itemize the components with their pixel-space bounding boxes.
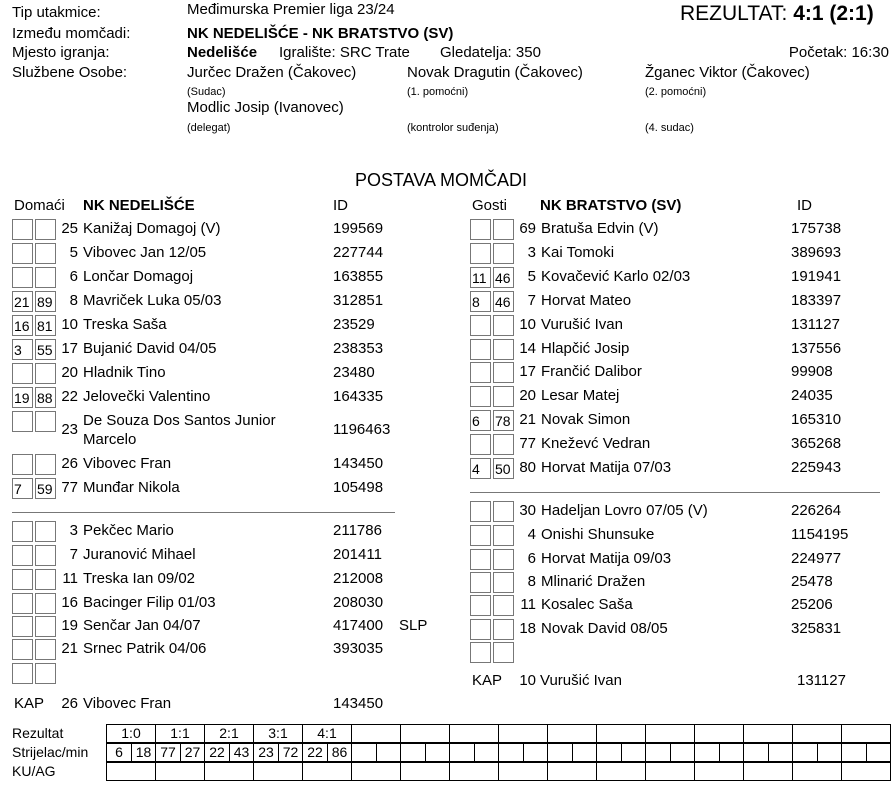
home-kap-number: 26 xyxy=(61,695,78,712)
result-cell: 1:0 xyxy=(106,724,156,743)
player-id: 238353 xyxy=(333,340,384,357)
gledatelja: Gledatelja: 350 xyxy=(440,44,541,61)
player-name: Treska Saša xyxy=(83,316,167,333)
official-role: (1. pomoćni) xyxy=(407,86,469,98)
player-number: 22 xyxy=(61,388,78,405)
player-number: 19 xyxy=(61,617,78,634)
scorer-minute-cell xyxy=(474,743,499,762)
player-name: Vibovec Jan 12/05 xyxy=(83,244,207,261)
player-number: 77 xyxy=(61,479,78,496)
player-id: 99908 xyxy=(791,363,833,380)
scorer-minute-cell xyxy=(572,743,597,762)
player-number: 17 xyxy=(519,363,536,380)
event-box: 88 xyxy=(35,387,56,408)
player-name: Pekčec Mario xyxy=(83,522,174,539)
event-box xyxy=(470,386,491,407)
player-name: Horvat Mateo xyxy=(541,292,632,309)
ku-ag-cell xyxy=(302,762,352,781)
izmedju-value: NK NEDELIŠĆE - NK BRATSTVO (SV) xyxy=(187,25,454,42)
player-id: 225943 xyxy=(791,459,842,476)
ku-ag-cell xyxy=(400,762,450,781)
player-number: 10 xyxy=(61,316,78,333)
event-box: 50 xyxy=(493,458,514,479)
event-box xyxy=(12,545,33,566)
event-box xyxy=(12,243,33,264)
ku-ag-cell xyxy=(253,762,303,781)
player-id: 1154195 xyxy=(791,526,849,543)
event-box xyxy=(470,434,491,455)
player-number: 20 xyxy=(519,387,536,404)
player-number: 10 xyxy=(519,316,536,333)
scorer-minute-cell xyxy=(768,743,793,762)
event-box xyxy=(35,663,56,684)
player-id: 23529 xyxy=(333,316,375,333)
player-id: 226264 xyxy=(791,502,842,519)
player-number: 6 xyxy=(527,550,536,567)
player-number: 5 xyxy=(69,244,78,261)
event-box: 81 xyxy=(35,315,56,336)
event-box xyxy=(12,593,33,614)
player-name: Kosalec Saša xyxy=(541,596,633,613)
player-name: Kneževć Vedran xyxy=(541,435,651,452)
event-box: 19 xyxy=(12,387,33,408)
scorer-number-cell xyxy=(743,743,769,762)
player-id: 417400 xyxy=(333,617,384,634)
player-number: 3 xyxy=(527,244,536,261)
player-number: 21 xyxy=(519,411,536,428)
tip-value: Međimurska Premier liga 23/24 xyxy=(187,1,395,18)
player-name: Bujanić David 04/05 xyxy=(83,340,217,357)
result-cell xyxy=(743,724,793,743)
player-id: 211786 xyxy=(333,522,382,539)
event-box xyxy=(12,363,33,384)
event-box xyxy=(470,219,491,240)
scorer-number-cell: 22 xyxy=(204,743,230,762)
player-id: 389693 xyxy=(791,244,842,261)
player-id: 224977 xyxy=(791,550,842,567)
player-name: Jelovečki Valentino xyxy=(83,388,211,405)
event-box xyxy=(12,569,33,590)
event-box xyxy=(12,663,33,684)
player-number: 6 xyxy=(69,268,78,285)
event-box xyxy=(470,572,491,593)
player-number: 18 xyxy=(519,620,536,637)
home-team-name: NK NEDELIŠĆE xyxy=(83,197,195,214)
izmedju-label: Između momčadi: xyxy=(12,25,131,42)
ku-ag-cell xyxy=(351,762,401,781)
scorer-minute-cell xyxy=(866,743,891,762)
scorer-number-cell xyxy=(694,743,720,762)
player-number: 8 xyxy=(527,573,536,590)
player-number: 21 xyxy=(61,640,78,657)
player-name: Frančić Dalibor xyxy=(541,363,642,380)
ku-ag-cell xyxy=(204,762,254,781)
result-cell xyxy=(792,724,842,743)
result-cell xyxy=(841,724,891,743)
event-box: 11 xyxy=(470,267,491,288)
official-role: (4. sudac) xyxy=(645,122,694,134)
player-name: Mavriček Luka 05/03 xyxy=(83,292,222,309)
result-cell xyxy=(449,724,499,743)
player-id: 175738 xyxy=(791,220,842,237)
player-number: 26 xyxy=(61,455,78,472)
ku-ag-cell xyxy=(645,762,695,781)
official-role: (Sudac) xyxy=(187,86,226,98)
scorer-number-cell xyxy=(792,743,818,762)
rezultat-label: REZULTAT: xyxy=(680,2,788,25)
player-id: 105498 xyxy=(333,479,384,496)
player-id: 199569 xyxy=(333,220,384,237)
player-name: Lesar Matej xyxy=(541,387,620,404)
player-name: Mlinarić Dražen xyxy=(541,573,646,590)
event-box xyxy=(470,501,491,522)
player-name: Kai Tomoki xyxy=(541,244,615,261)
player-name-cont: Marcelo xyxy=(83,431,137,448)
scorer-number-cell: 22 xyxy=(302,743,328,762)
lineup-title: POSTAVA MOMČADI xyxy=(355,170,528,190)
event-box: 46 xyxy=(493,267,514,288)
scorer-minute-cell xyxy=(523,743,548,762)
player-name: Vibovec Fran xyxy=(83,455,172,472)
ku-ag-cell xyxy=(449,762,499,781)
away-kap-id: 131127 xyxy=(797,672,846,689)
away-team-name: NK BRATSTVO (SV) xyxy=(540,197,682,214)
result-cell: 4:1 xyxy=(302,724,352,743)
official-role: (kontrolor suđenja) xyxy=(407,122,499,134)
player-name: Hlapčić Josip xyxy=(541,340,630,357)
scorer-minute-cell: 72 xyxy=(278,743,303,762)
player-number: 23 xyxy=(61,421,78,438)
player-number: 11 xyxy=(520,596,536,613)
player-number: 30 xyxy=(519,502,536,519)
player-id: 131127 xyxy=(791,316,840,333)
away-side-label: Gosti xyxy=(472,197,508,214)
scorer-number-cell xyxy=(351,743,377,762)
player-number: 8 xyxy=(69,292,78,309)
player-name: De Souza Dos Santos Junior xyxy=(83,412,276,429)
player-name: Lončar Domagoj xyxy=(83,268,194,285)
player-flag: SLP xyxy=(399,617,428,634)
player-name: Novak Simon xyxy=(541,411,631,428)
ku-ag-cell xyxy=(498,762,548,781)
result-cell: 1:1 xyxy=(155,724,205,743)
event-box xyxy=(470,549,491,570)
sluzbene-label: Službene Osobe: xyxy=(12,64,128,81)
scorer-minute-cell xyxy=(621,743,646,762)
player-number: 14 xyxy=(519,340,536,357)
scorer-minute-cell xyxy=(376,743,401,762)
home-kap-id: 143450 xyxy=(333,695,384,712)
event-box xyxy=(12,454,33,475)
ku-ag-cell xyxy=(547,762,597,781)
official-name: Jurčec Dražen (Čakovec) xyxy=(187,64,357,81)
event-box: 21 xyxy=(12,291,33,312)
ku-ag-cell xyxy=(743,762,793,781)
away-kap-label: KAP xyxy=(472,672,503,689)
result-cell xyxy=(400,724,450,743)
player-id: 137556 xyxy=(791,340,842,357)
player-id: 212008 xyxy=(333,570,384,587)
event-box xyxy=(12,411,33,432)
player-number: 69 xyxy=(519,220,536,237)
event-box xyxy=(470,362,491,383)
scorer-minute-cell: 86 xyxy=(327,743,352,762)
player-name: Srnec Patrik 04/06 xyxy=(83,640,207,657)
player-id: 1196463 xyxy=(333,421,391,438)
player-number: 16 xyxy=(61,594,78,611)
event-box xyxy=(470,339,491,360)
tip-label: Tip utakmice: xyxy=(12,4,101,21)
igraliste: Igralište: SRC Trate xyxy=(279,44,410,61)
player-id: 165310 xyxy=(791,411,842,428)
event-box xyxy=(470,619,491,640)
ku-ag-cell xyxy=(106,762,156,781)
player-name: Bratuša Edvin (V) xyxy=(541,220,659,237)
player-name: Horvat Matija 07/03 xyxy=(541,459,672,476)
player-name: Hadeljan Lovro 07/05 (V) xyxy=(541,502,708,519)
mjesto-label: Mjesto igranja: xyxy=(12,44,110,61)
player-number: 7 xyxy=(69,546,78,563)
scorer-number-cell: 23 xyxy=(253,743,279,762)
scorer-number-cell xyxy=(498,743,524,762)
player-id: 25206 xyxy=(791,596,833,613)
event-box: 16 xyxy=(12,315,33,336)
score-row-label: Rezultat xyxy=(12,725,64,741)
event-box: 7 xyxy=(12,478,33,499)
scorer-number-cell: 6 xyxy=(106,743,132,762)
player-id: 25478 xyxy=(791,573,833,590)
away-divider xyxy=(470,492,880,493)
home-kap-name: Vibovec Fran xyxy=(83,695,172,712)
rezultat-value: 4:1 (2:1) xyxy=(793,2,874,25)
player-name: Kanižaj Domagoj (V) xyxy=(83,220,221,237)
ku-ag-cell xyxy=(694,762,744,781)
player-id: 325831 xyxy=(791,620,842,637)
player-number: 7 xyxy=(527,292,536,309)
mjesto-place: Nedelišće xyxy=(187,44,258,61)
event-box: 55 xyxy=(35,339,56,360)
event-box xyxy=(470,525,491,546)
official-role: (delegat) xyxy=(187,122,231,134)
scorer-minute-cell: 18 xyxy=(131,743,156,762)
player-id: 143450 xyxy=(333,455,384,472)
player-number: 3 xyxy=(69,522,78,539)
player-name: Bacinger Filip 01/03 xyxy=(83,594,216,611)
scorer-minute-cell xyxy=(817,743,842,762)
ku-ag-cell xyxy=(596,762,646,781)
result-cell: 2:1 xyxy=(204,724,254,743)
player-name: Horvat Matija 09/03 xyxy=(541,550,672,567)
player-name: Hladnik Tino xyxy=(83,364,166,381)
player-number: 20 xyxy=(61,364,78,381)
event-box: 8 xyxy=(470,291,491,312)
official-name: Novak Dragutin (Čakovec) xyxy=(407,64,583,81)
result-cell xyxy=(351,724,401,743)
event-box xyxy=(493,642,514,663)
player-id: 24035 xyxy=(791,387,833,404)
away-id-header: ID xyxy=(797,197,812,214)
player-number: 4 xyxy=(527,526,536,543)
event-box: 59 xyxy=(35,478,56,499)
player-number: 80 xyxy=(519,459,536,476)
away-kap-number: 10 xyxy=(519,672,536,689)
event-box xyxy=(12,639,33,660)
event-box: 89 xyxy=(35,291,56,312)
scorer-minute-cell: 27 xyxy=(180,743,205,762)
scorer-number-cell xyxy=(596,743,622,762)
result-cell: 3:1 xyxy=(253,724,303,743)
player-name: Treska Ian 09/02 xyxy=(83,570,196,587)
player-id: 183397 xyxy=(791,292,842,309)
scorer-number-cell xyxy=(400,743,426,762)
event-box xyxy=(12,616,33,637)
result-cell xyxy=(498,724,548,743)
player-number: 11 xyxy=(62,570,78,587)
away-kap-name: Vurušić Ivan xyxy=(540,672,622,689)
event-box xyxy=(12,267,33,288)
player-number: 25 xyxy=(61,220,78,237)
scorer-number-cell xyxy=(449,743,475,762)
event-box: 3 xyxy=(12,339,33,360)
home-side-label: Domaći xyxy=(14,197,65,214)
home-id-header: ID xyxy=(333,197,348,214)
result-cell xyxy=(645,724,695,743)
player-id: 23480 xyxy=(333,364,375,381)
score-row-label: KU/AG xyxy=(12,763,56,779)
scorer-number-cell: 77 xyxy=(155,743,181,762)
result-cell xyxy=(596,724,646,743)
scorer-minute-cell: 43 xyxy=(229,743,254,762)
event-box: 6 xyxy=(470,410,491,431)
result-cell xyxy=(547,724,597,743)
player-id: 191941 xyxy=(791,268,842,285)
event-box xyxy=(12,521,33,542)
home-kap-label: KAP xyxy=(14,695,45,712)
scorer-number-cell xyxy=(841,743,867,762)
player-name: Novak David 08/05 xyxy=(541,620,668,637)
pocetak: Početak: 16:30 xyxy=(788,44,889,61)
event-box xyxy=(470,315,491,336)
player-id: 201411 xyxy=(333,546,382,563)
player-name: Juranović Mihael xyxy=(83,546,196,563)
player-name: Munđar Nikola xyxy=(83,479,180,496)
scorer-minute-cell xyxy=(425,743,450,762)
score-row-label: Strijelac/min xyxy=(12,744,89,760)
event-box xyxy=(12,219,33,240)
player-name: Senčar Jan 04/07 xyxy=(83,617,201,634)
player-id: 227744 xyxy=(333,244,384,261)
player-number: 17 xyxy=(61,340,78,357)
event-box: 78 xyxy=(493,410,514,431)
scorer-minute-cell xyxy=(719,743,744,762)
event-box xyxy=(470,595,491,616)
player-name: Onishi Shunsuke xyxy=(541,526,655,543)
event-box xyxy=(470,243,491,264)
player-id: 365268 xyxy=(791,435,842,452)
ku-ag-cell xyxy=(792,762,842,781)
player-id: 312851 xyxy=(333,292,384,309)
player-name: Vurušić Ivan xyxy=(541,316,623,333)
scorer-minute-cell xyxy=(670,743,695,762)
player-id: 208030 xyxy=(333,594,384,611)
home-divider xyxy=(12,512,395,513)
player-number: 5 xyxy=(527,268,536,285)
ku-ag-cell xyxy=(841,762,891,781)
ku-ag-cell xyxy=(155,762,205,781)
event-box xyxy=(470,642,491,663)
official-name: Modlic Josip (Ivanovec) xyxy=(187,99,344,116)
player-id: 393035 xyxy=(333,640,384,657)
player-number: 77 xyxy=(519,435,536,452)
player-id: 164335 xyxy=(333,388,384,405)
event-box: 4 xyxy=(470,458,491,479)
player-id: 163855 xyxy=(333,268,384,285)
rezultat-header xyxy=(680,2,874,26)
scorer-number-cell xyxy=(645,743,671,762)
event-box: 46 xyxy=(493,291,514,312)
result-cell xyxy=(694,724,744,743)
official-name: Žganec Viktor (Čakovec) xyxy=(645,64,810,81)
player-name: Kovačević Karlo 02/03 xyxy=(541,268,691,285)
official-role: (2. pomoćni) xyxy=(645,86,707,98)
scorer-number-cell xyxy=(547,743,573,762)
